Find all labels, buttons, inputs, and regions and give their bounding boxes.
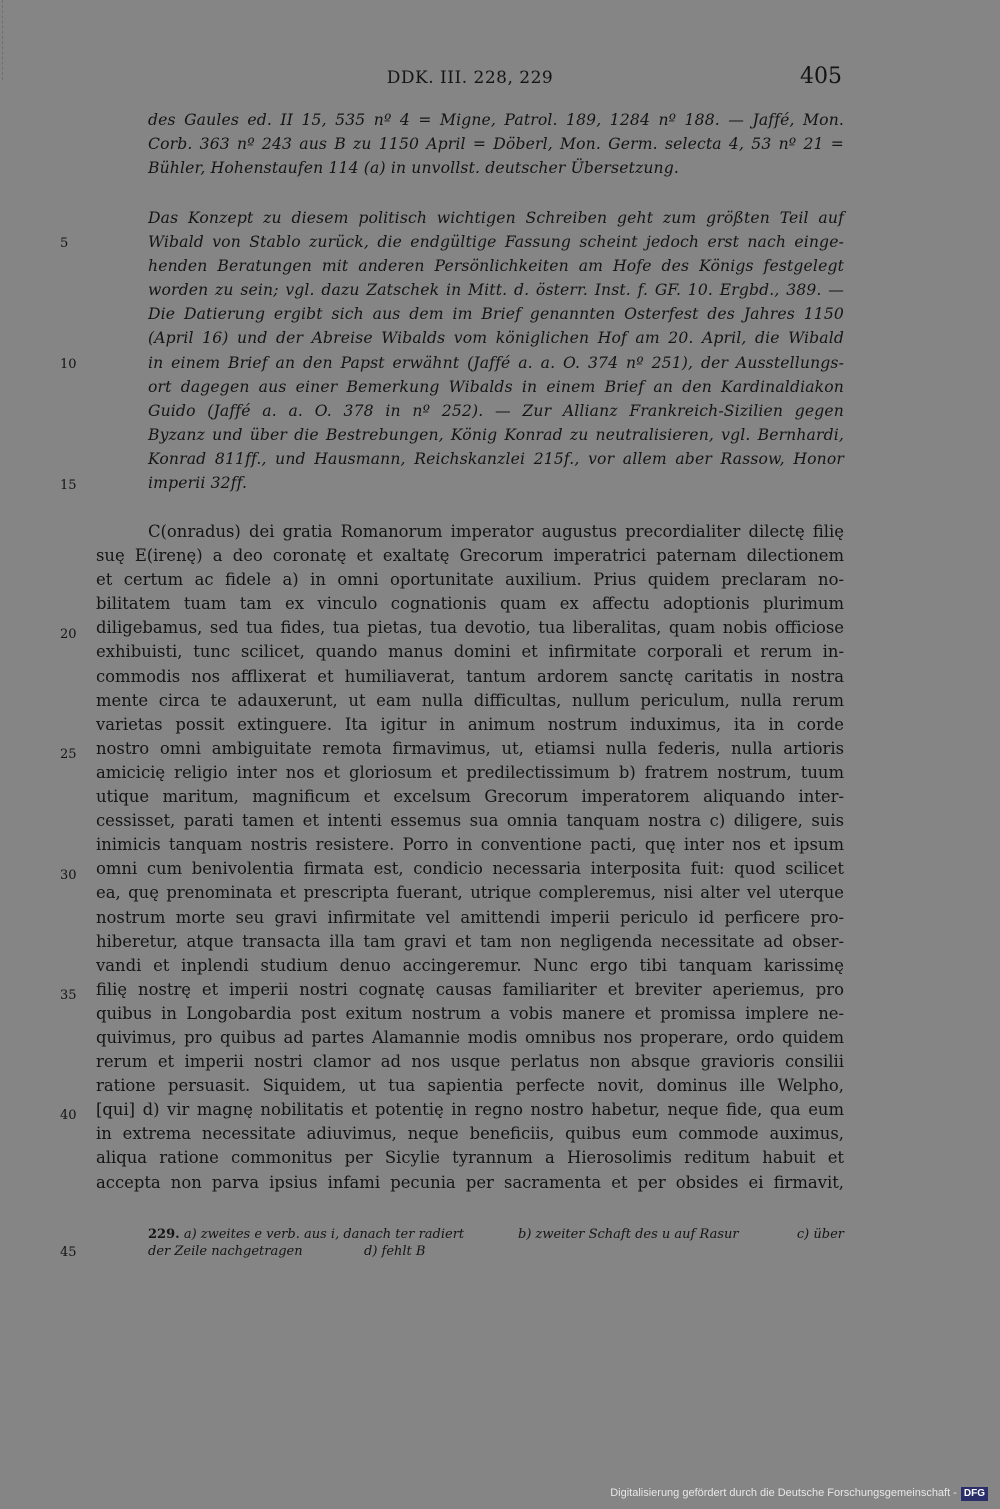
text-line: diligebamus, sed tua fides, tua pietas, tua devotio, tua liberalitas, quam nobis officiose	[96, 618, 844, 638]
line-number: 5	[60, 236, 69, 251]
commentary-line: Konrad 811ff., und Hausmann, Reichskanzlei 215f., vor allem aber Rassow, Honor	[148, 449, 844, 468]
page-header	[96, 64, 844, 94]
dfg-logo: DFG	[961, 1487, 988, 1501]
source-line: Bühler, Hohenstaufen 114 (a) in unvollst. deutscher Übersetzung.	[148, 159, 679, 178]
commentary-line: in einem Brief an den Papst erwähnt (Jaffé a. a. O. 374 nº 251), der Ausstellungs-	[148, 353, 844, 372]
footnote-row	[148, 1243, 844, 1260]
footnote-doc-number: 229.	[148, 1227, 180, 1242]
commentary-line: Byzanz und über die Bestrebungen, König Konrad zu neutralisieren, vgl. Bernhardi,	[148, 425, 844, 444]
footnote-d: d) fehlt B	[364, 1244, 426, 1259]
text-line: quivimus, pro quibus ad partes Alamannie modis omnibus nos properare, ordo quidem	[96, 1027, 844, 1047]
text-line: ea, quę prenominata et prescripta fuerant, utrique compleremus, nisi alter vel uterque	[96, 883, 844, 903]
footer-text: Digitalisierung gefördert durch die Deutsche Forschungsgemeinschaft -	[610, 1487, 957, 1499]
source-line: Corb. 363 nº 243 aus B zu 1150 April = Döberl, Mon. Germ. selecta 4, 53 nº 21 =	[148, 135, 844, 154]
text-line: commodis nos afflixerat et humiliaverat, tantum ardorem sanctę caritatis in nostra	[96, 666, 844, 686]
text-line: cessisset, parati tamen et intenti essemus sua omnia tanquam nostra c) diligere, suis	[96, 811, 844, 831]
commentary-line: (April 16) und der Abreise Wibalds vom königlichen Hof am 20. April, die Wibald	[148, 329, 844, 348]
commentary	[148, 206, 844, 495]
text-line: suę E(irenę) a deo coronatę et exaltatę Grecorum imperatrici paternam dilectionem	[96, 546, 844, 566]
text-line: in extrema necessitate adiuvimus, neque beneficiis, quibus eum commode auximus,	[96, 1124, 844, 1144]
commentary-line: imperii 32ff.	[148, 474, 248, 493]
commentary-line: Guido (Jaffé a. a. O. 378 in nº 252). — Zur Allianz Frankreich-Sizilien gegen	[148, 401, 844, 420]
text-line: vandi et inplendi studium denuo accingeremur. Nunc ergo tibi tanquam karissimę	[96, 955, 844, 975]
commentary-line: worden zu sein; vgl. dazu Zatschek in Mitt. d. österr. Inst. f. GF. 10. Ergbd., 389. —	[148, 281, 844, 300]
text-line: [qui] d) vir magnę nobilitatis et potentię in regno nostro habetur, neque fide, qua eum	[96, 1100, 844, 1120]
digitization-footer	[610, 1487, 988, 1503]
scan-edge-mark	[2, 0, 5, 80]
text-line: et certum ac fidele a) in omni oportunitate auxilium. Prius quidem preclaram no-	[96, 570, 844, 590]
line-number: 10	[60, 357, 77, 372]
source-line: des Gaules ed. II 15, 535 nº 4 = Migne, Patrol. 189, 1284 nº 188. — Jaffé, Mon.	[148, 111, 844, 129]
text-line: utique maritum, magnificum et excelsum Grecorum imperatorem aliquando inter-	[96, 787, 844, 807]
text-line: inimicis tanquam nostris resistere. Porro in conventione pacti, quę inter nos et ipsum	[96, 835, 844, 855]
text-line: C(onradus) dei gratia Romanorum imperator augustus precordialiter dilectę filię	[148, 522, 844, 541]
line-number: 25	[60, 747, 77, 762]
text-line: nostrum morte seu gravi infirmitate vel amittendi imperii periculo id perficere pro-	[96, 907, 844, 927]
line-number: 40	[60, 1108, 77, 1123]
footnotes	[148, 1226, 844, 1260]
text-line: hiberetur, atque transacta illa tam gravi et tam non negligenda necessitate ad obser-	[96, 931, 844, 951]
text-line: bilitatem tuam tam ex vinculo cognationis quam ex affectu adoptionis plurimum	[96, 594, 844, 614]
line-number: 35	[60, 988, 77, 1003]
text-line: rerum et imperii nostri clamor ad nos usque perlatus non absque gravioris consilii	[96, 1052, 844, 1072]
line-number: 20	[60, 627, 77, 642]
text-line: mente circa te adauxerunt, ut eam nulla difficultas, nullum periculum, nulla rerum	[96, 690, 844, 710]
commentary-line: Wibald von Stablo zurück, die endgültige Fassung scheint jedoch erst nach einge-	[148, 233, 844, 252]
text-line: ratione persuasit. Siquidem, ut tua sapientia perfecte novit, dominus ille Welpho,	[96, 1076, 844, 1096]
page-number: 405	[800, 64, 842, 89]
line-number: 15	[60, 478, 77, 493]
commentary-line: Die Datierung ergibt sich aus dem im Brief genannten Osterfest des Jahres 1150	[148, 305, 844, 324]
commentary-line: ort dagegen aus einer Bemerkung Wibalds in einem Brief an den Kardinaldiakon	[148, 377, 844, 396]
text-line: quibus in Longobardia post exitum nostrum a vobis manere et promissa implere ne-	[96, 1003, 844, 1023]
footnote-c: c) über	[796, 1227, 844, 1242]
text-line: varietas possit extinguere. Ita igitur in animum nostrum induximus, ita in corde	[96, 714, 844, 734]
text-line: filię nostrę et imperii nostri cognatę causas familiariter et breviter aperiemus, pro	[96, 979, 844, 999]
source-references	[148, 108, 844, 180]
footnote-b: b) zweiter Schaft des u auf Rasur	[518, 1227, 739, 1242]
commentary-line: Das Konzept zu diesem politisch wichtigen Schreiben geht zum größten Teil auf	[148, 209, 844, 227]
running-title: DDK. III. 228, 229	[386, 68, 554, 88]
document-text	[96, 520, 844, 1195]
text-line: exhibuisti, tunc scilicet, quando manus domini et infirmitate corporali et rerum in-	[96, 642, 844, 662]
text-line: nostro omni ambiguitate remota firmavimus, ut, etiamsi nulla federis, nulla artioris	[96, 738, 844, 758]
text-line: accepta non parva ipsius infami pecunia per sacramenta et per obsides ei firmavit,	[96, 1172, 844, 1192]
text-line: aliqua ratione commonitus per Sicylie tyrannum a Hierosolimis reditum habuit et	[96, 1148, 844, 1168]
footnote-a: a) zweites e verb. aus i, danach ter radiert	[183, 1227, 465, 1242]
text-line: amicicię religio inter nos et gloriosum et predilectissimum b) fratrem nostrum, tuum	[96, 762, 844, 782]
line-number: 45	[60, 1245, 77, 1260]
footnote-a-continued: der Zeile nachgetragen	[148, 1244, 303, 1259]
footnote-row	[148, 1226, 844, 1243]
commentary-line: henden Beratungen mit anderen Persönlichkeiten am Hofe des Königs festgelegt	[148, 257, 844, 276]
text-line: omni cum benivolentia firmata est, condicio necessaria interposita fuit: quod scilicet	[96, 859, 844, 879]
line-number: 30	[60, 868, 77, 883]
